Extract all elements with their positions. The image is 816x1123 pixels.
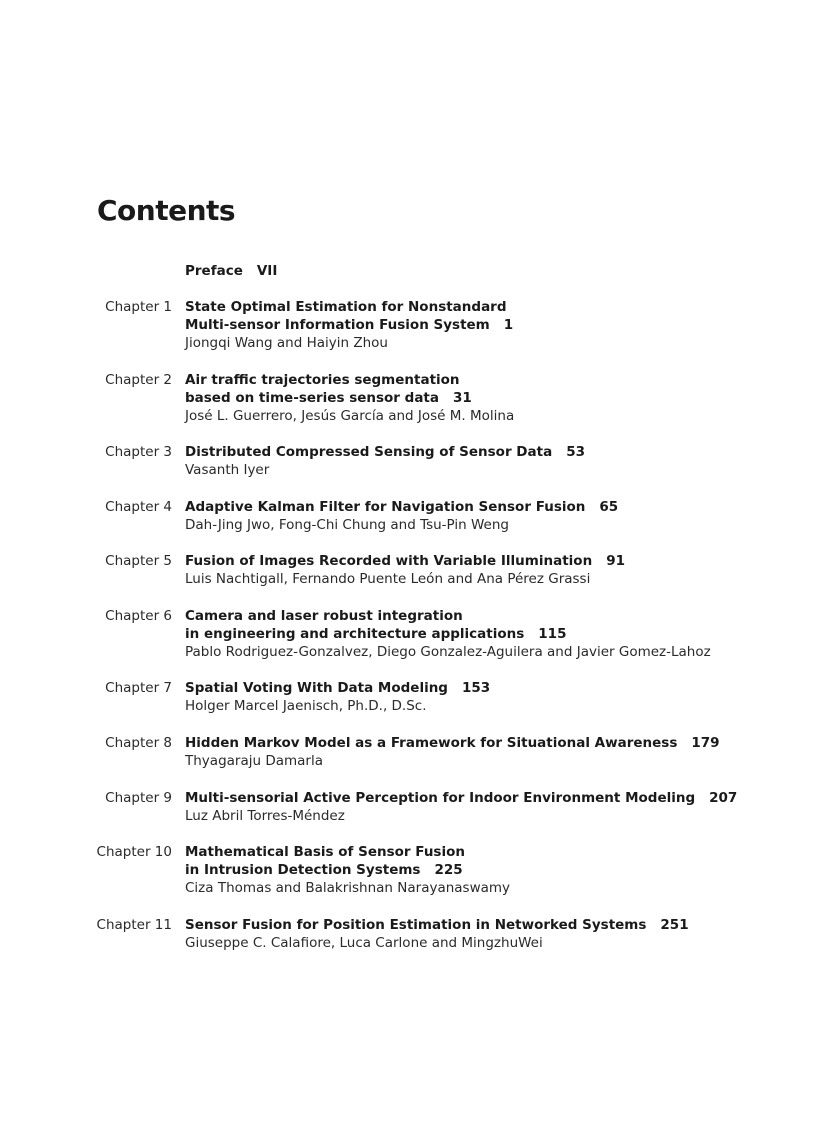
page-number: 207 bbox=[709, 790, 738, 806]
chapter-label: Chapter 8 bbox=[105, 735, 172, 751]
entry-title bbox=[185, 498, 805, 516]
entry-authors: José L. Guerrero, Jesús García and José M. Molina bbox=[185, 408, 515, 424]
entry-authors: Thyagaraju Damarla bbox=[185, 753, 323, 769]
page-number: 225 bbox=[434, 862, 463, 878]
chapter-label: Chapter 7 bbox=[105, 680, 172, 696]
entry-authors: Vasanth Iyer bbox=[185, 462, 270, 478]
chapter-label: Chapter 6 bbox=[105, 608, 172, 624]
page-number: 153 bbox=[461, 680, 491, 696]
entry-title bbox=[185, 916, 805, 934]
entry-title: Camera and laser robust integration bbox=[185, 608, 463, 624]
page-number: 65 bbox=[599, 499, 619, 515]
page-number: 31 bbox=[453, 390, 472, 406]
page-number: 1 bbox=[503, 317, 514, 333]
entry-title bbox=[185, 625, 805, 643]
chapter-label: Chapter 11 bbox=[96, 917, 172, 933]
chapter-label: Chapter 9 bbox=[105, 790, 172, 806]
entry-title bbox=[185, 389, 805, 407]
entry-authors: Pablo Rodriguez-Gonzalvez, Diego Gonzalez-Aguilera and Javier Gomez-Lahoz bbox=[185, 644, 711, 660]
entry-title bbox=[185, 861, 805, 879]
page-number: 91 bbox=[606, 553, 625, 569]
page-number: 115 bbox=[538, 626, 567, 642]
chapter-label: Chapter 3 bbox=[105, 444, 172, 460]
chapter-label: Chapter 10 bbox=[96, 844, 172, 860]
entry-title bbox=[185, 789, 805, 807]
entry-title-text: in engineering and architecture applications bbox=[185, 626, 525, 642]
entry-title: State Optimal Estimation for Nonstandard bbox=[185, 299, 507, 315]
entry-title-text: Adaptive Kalman Filter for Navigation Sensor Fusion bbox=[185, 499, 586, 515]
entry-title-text: Distributed Compressed Sensing of Sensor Data bbox=[185, 444, 553, 460]
entry-authors: Ciza Thomas and Balakrishnan Narayanaswamy bbox=[185, 880, 511, 896]
entry-title bbox=[185, 679, 805, 697]
chapter-label: Chapter 1 bbox=[105, 299, 172, 315]
preface-title: Preface bbox=[185, 263, 243, 279]
entry-title-text: Multi-sensor Information Fusion System bbox=[185, 317, 490, 333]
entry-authors: Luis Nachtigall, Fernando Puente León and Ana Pérez Grassi bbox=[185, 571, 591, 587]
page-number: 179 bbox=[691, 735, 720, 751]
entry-title-text: Hidden Markov Model as a Framework for Situational Awareness bbox=[185, 735, 678, 751]
entry-title: Air traffic trajectories segmentation bbox=[185, 372, 460, 388]
entry-title bbox=[185, 443, 805, 461]
entry-authors: Giuseppe C. Calafiore, Luca Carlone and MingzhuWei bbox=[185, 935, 543, 951]
entry-authors: Holger Marcel Jaenisch, Ph.D., D.Sc. bbox=[185, 698, 427, 714]
chapter-label: Chapter 2 bbox=[105, 372, 172, 388]
entry-authors: Dah-Jing Jwo, Fong-Chi Chung and Tsu-Pin Weng bbox=[185, 517, 509, 533]
page-title: Contents bbox=[97, 194, 236, 227]
entry-title-text: Sensor Fusion for Position Estimation in Networked Systems bbox=[185, 917, 647, 933]
entry-title-text: Spatial Voting With Data Modeling bbox=[185, 680, 448, 696]
entry-title-text: in Intrusion Detection Systems bbox=[185, 862, 421, 878]
entry-title-text: Multi-sensorial Active Perception for Indoor Environment Modeling bbox=[185, 790, 696, 806]
entry-title-text: Fusion of Images Recorded with Variable Illumination bbox=[185, 553, 593, 569]
entry-title bbox=[185, 734, 805, 752]
chapter-label: Chapter 5 bbox=[105, 553, 172, 569]
page-number: 251 bbox=[660, 917, 689, 933]
entry-title bbox=[185, 262, 805, 280]
entry-title-text: based on time-series sensor data bbox=[185, 390, 439, 406]
entry-title: Mathematical Basis of Sensor Fusion bbox=[185, 844, 465, 860]
chapter-label: Chapter 4 bbox=[105, 499, 172, 515]
entry-authors: Luz Abril Torres-Méndez bbox=[185, 808, 345, 824]
entry-title bbox=[185, 316, 805, 334]
page-number: VII bbox=[256, 263, 278, 279]
entry-authors: Jiongqi Wang and Haiyin Zhou bbox=[185, 335, 388, 351]
entry-title bbox=[185, 552, 805, 570]
page-number: 53 bbox=[566, 444, 585, 460]
